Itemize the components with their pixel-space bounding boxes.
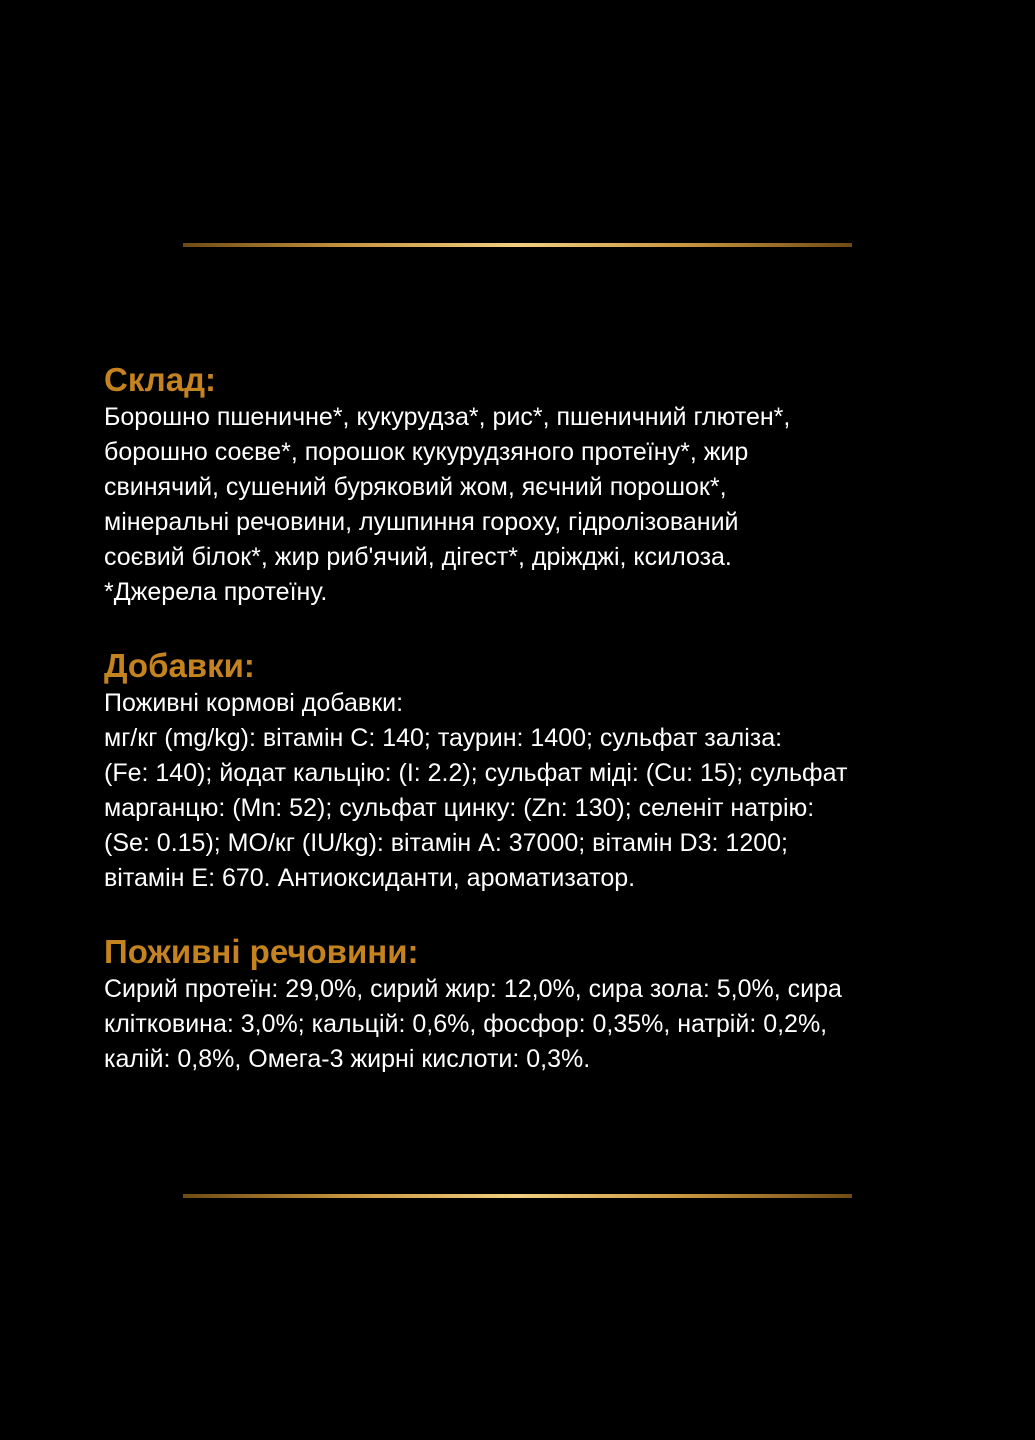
text-line: *Джерела протеїну.: [104, 578, 328, 606]
product-composition: [104, 360, 964, 1077]
text-line: мг/кг (mg/kg): вітамін С: 140; таурин: 1400; сульфат заліза:: [104, 724, 783, 752]
nutrients-section: [104, 932, 964, 1077]
text-line: калій: 0,8%, Омега-3 жирні кислоти: 0,3%.: [104, 1045, 591, 1073]
additives-text: [104, 686, 964, 896]
text-line: соєвий білок*, жир риб'ячий, дігест*, дріжджі, ксилоза.: [104, 543, 732, 571]
text-line: Поживні кормові добавки:: [104, 689, 404, 717]
text-line: клітковина: 3,0%; кальцій: 0,6%, фосфор: 0,35%, натрій: 0,2%,: [104, 1010, 828, 1038]
text-line: мінеральні речовини, лушпиння гороху, гідролізований: [104, 508, 739, 536]
bottom-gold-divider: [183, 1194, 852, 1198]
text-line: Борошно пшеничне*, кукурудза*, рис*, пшеничний глютен*,: [104, 403, 791, 431]
nutrients-heading: Поживні речовини:: [104, 933, 419, 970]
additives-heading: Добавки:: [104, 647, 255, 684]
text-line: марганцю: (Mn: 52); сульфат цинку: (Zn: 130); селеніт натрію:: [104, 794, 815, 822]
text-line: свинячий, сушений буряковий жом, яєчний порошок*,: [104, 473, 727, 501]
top-gold-divider: [183, 243, 852, 247]
composition-heading: Склад:: [104, 361, 217, 398]
nutrients-text: [104, 972, 964, 1077]
composition-section: [104, 360, 964, 610]
composition-text: [104, 400, 964, 610]
text-line: (Fe: 140); йодат кальцію: (I: 2.2); сульфат міді: (Cu: 15); сульфат: [104, 759, 848, 787]
text-line: вітамін Е: 670. Антиоксиданти, ароматизатор.: [104, 864, 636, 892]
text-line: борошно соєве*, порошок кукурудзяного протеїну*, жир: [104, 438, 749, 466]
additives-section: [104, 646, 964, 896]
text-line: (Se: 0.15); МО/кг (IU/kg): вітамін А: 37000; вітамін D3: 1200;: [104, 829, 788, 857]
text-line: Сирий протеїн: 29,0%, сирий жир: 12,0%, сира зола: 5,0%, сира: [104, 975, 842, 1003]
